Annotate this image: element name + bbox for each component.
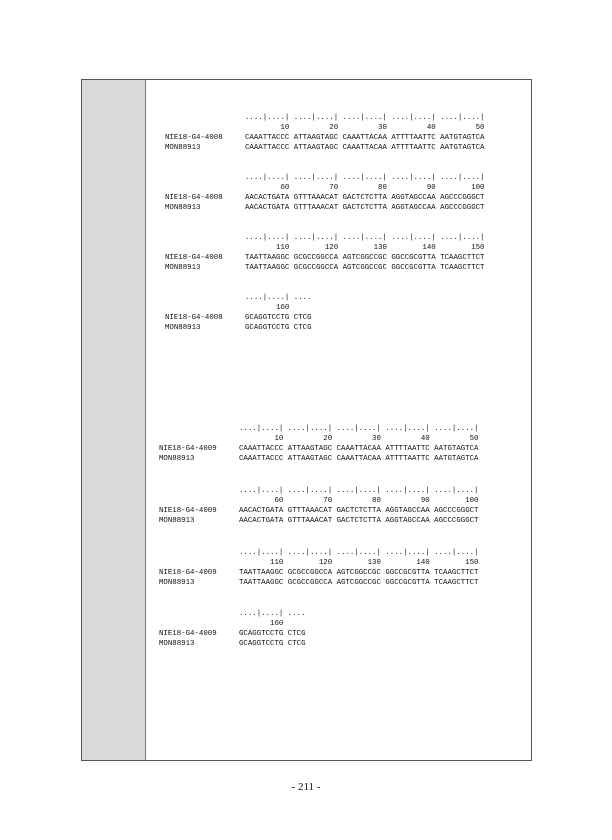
- sequence-row: [159, 639, 545, 649]
- sequence-label: MON88913: [159, 455, 195, 463]
- sequence-row: [165, 323, 551, 333]
- sequence-row: [165, 203, 551, 213]
- position-numbers-row: 110 120 130 140 150: [239, 559, 479, 567]
- sequence-text: CAAATTACCC ATTAAGTAGC CAAATTACAA ATTTTAATTC AATGTAGTCA: [245, 144, 485, 152]
- sequence-label: NIE18-G4-4009: [159, 630, 217, 638]
- sequence-row: [159, 568, 545, 578]
- sequence-label: NIE18-G4-4008: [165, 134, 223, 142]
- ruler-row: ....|....| ....: [245, 294, 312, 302]
- ruler-row: ....|....| ....|....| ....|....| ....|....| ....|....|: [245, 114, 485, 122]
- position-numbers-row: 60 70 80 90 100: [239, 497, 479, 505]
- sequence-label: MON88913: [165, 324, 201, 332]
- sequence-text: CAAATTACCC ATTAAGTAGC CAAATTACAA ATTTTAATTC AATGTAGTCA: [239, 455, 479, 463]
- ruler-row: ....|....| ....|....| ....|....| ....|....| ....|....|: [245, 234, 485, 242]
- sequence-text: GCAGGTCCTG CTCG: [239, 640, 306, 648]
- sequence-label: MON88913: [159, 640, 195, 648]
- sequence-row: [159, 516, 545, 526]
- alignment-chunk: [165, 173, 551, 213]
- sequence-label: NIE18-G4-4009: [159, 569, 217, 577]
- sequence-label: NIE18-G4-4009: [159, 445, 217, 453]
- table-left-column: [82, 80, 146, 760]
- sequence-row: [165, 263, 551, 273]
- sequence-label: MON88913: [165, 264, 201, 272]
- sequence-text: AACACTGATA GTTTAAACAT GACTCTCTTA AGGTAGCCAA AGCCCGGGCT: [239, 517, 479, 525]
- position-numbers-row: 160: [245, 304, 290, 312]
- ruler-row: ....|....| ....|....| ....|....| ....|....| ....|....|: [245, 174, 485, 182]
- sequence-row: [159, 506, 545, 516]
- sequence-row: [159, 454, 545, 464]
- sequence-text: TAATTAAGGC GCGCCGGCCA AGTCGGCCGC GGCCGCGTTA TCAAGCTTCT: [245, 254, 485, 262]
- sequence-label: NIE18-G4-4009: [159, 507, 217, 515]
- position-numbers-row: 10 20 30 40 50: [245, 124, 485, 132]
- alignment-chunk: [159, 424, 545, 464]
- sequence-row: [165, 253, 551, 263]
- alignment-chunk: [165, 293, 551, 333]
- ruler-row: ....|....| ....|....| ....|....| ....|....| ....|....|: [239, 549, 479, 557]
- sequence-row: [159, 578, 545, 588]
- sequence-text: GCAGGTCCTG CTCG: [245, 324, 312, 332]
- sequence-text: TAATTAAGGC GCGCCGGCCA AGTCGGCCGC GGCCGCGTTA TCAAGCTTCT: [239, 569, 479, 577]
- sequence-label: MON88913: [165, 204, 201, 212]
- alignment-chunk: [159, 486, 545, 526]
- position-numbers-row: 10 20 30 40 50: [239, 435, 479, 443]
- sequence-text: CAAATTACCC ATTAAGTAGC CAAATTACAA ATTTTAATTC AATGTAGTCA: [239, 445, 479, 453]
- position-numbers-row: 60 70 80 90 100: [245, 184, 485, 192]
- ruler-row: ....|....| ....: [239, 610, 306, 618]
- sequence-text: GCAGGTCCTG CTCG: [245, 314, 312, 322]
- ruler-row: ....|....| ....|....| ....|....| ....|....| ....|....|: [239, 487, 479, 495]
- sequence-label: MON88913: [159, 579, 195, 587]
- sequence-row: [159, 444, 545, 454]
- sequence-label: MON88913: [159, 517, 195, 525]
- sequence-row: [165, 313, 551, 323]
- sequence-text: TAATTAAGGC GCGCCGGCCA AGTCGGCCGC GGCCGCGTTA TCAAGCTTCT: [245, 264, 485, 272]
- ruler-row: ....|....| ....|....| ....|....| ....|....| ....|....|: [239, 425, 479, 433]
- sequence-label: MON88913: [165, 144, 201, 152]
- sequence-text: AACACTGATA GTTTAAACAT GACTCTCTTA AGGTAGCCAA AGCCCGGGCT: [245, 194, 485, 202]
- sequence-row: [165, 133, 551, 143]
- sequence-text: GCAGGTCCTG CTCG: [239, 630, 306, 638]
- alignment-table-frame: [81, 79, 532, 761]
- alignment-chunk: [159, 548, 545, 588]
- sequence-text: AACACTGATA GTTTAAACAT GACTCTCTTA AGGTAGCCAA AGCCCGGGCT: [239, 507, 479, 515]
- sequence-row: [165, 143, 551, 153]
- sequence-label: NIE18-G4-4008: [165, 254, 223, 262]
- alignment-chunk: [165, 113, 551, 153]
- sequence-text: CAAATTACCC ATTAAGTAGC CAAATTACAA ATTTTAATTC AATGTAGTCA: [245, 134, 485, 142]
- position-numbers-row: 160: [239, 620, 284, 628]
- position-numbers-row: 110 120 130 140 150: [245, 244, 485, 252]
- alignment-chunk: [165, 233, 551, 273]
- sequence-text: AACACTGATA GTTTAAACAT GACTCTCTTA AGGTAGCCAA AGCCCGGGCT: [245, 204, 485, 212]
- sequence-label: NIE18-G4-4008: [165, 314, 223, 322]
- sequence-text: TAATTAAGGC GCGCCGGCCA AGTCGGCCGC GGCCGCGTTA TCAAGCTTCT: [239, 579, 479, 587]
- page-number: - 211 -: [291, 781, 321, 793]
- sequence-row: [159, 629, 545, 639]
- sequence-row: [165, 193, 551, 203]
- table-content-cell: [147, 80, 531, 760]
- alignment-chunk: [159, 609, 545, 649]
- sequence-label: NIE18-G4-4008: [165, 194, 223, 202]
